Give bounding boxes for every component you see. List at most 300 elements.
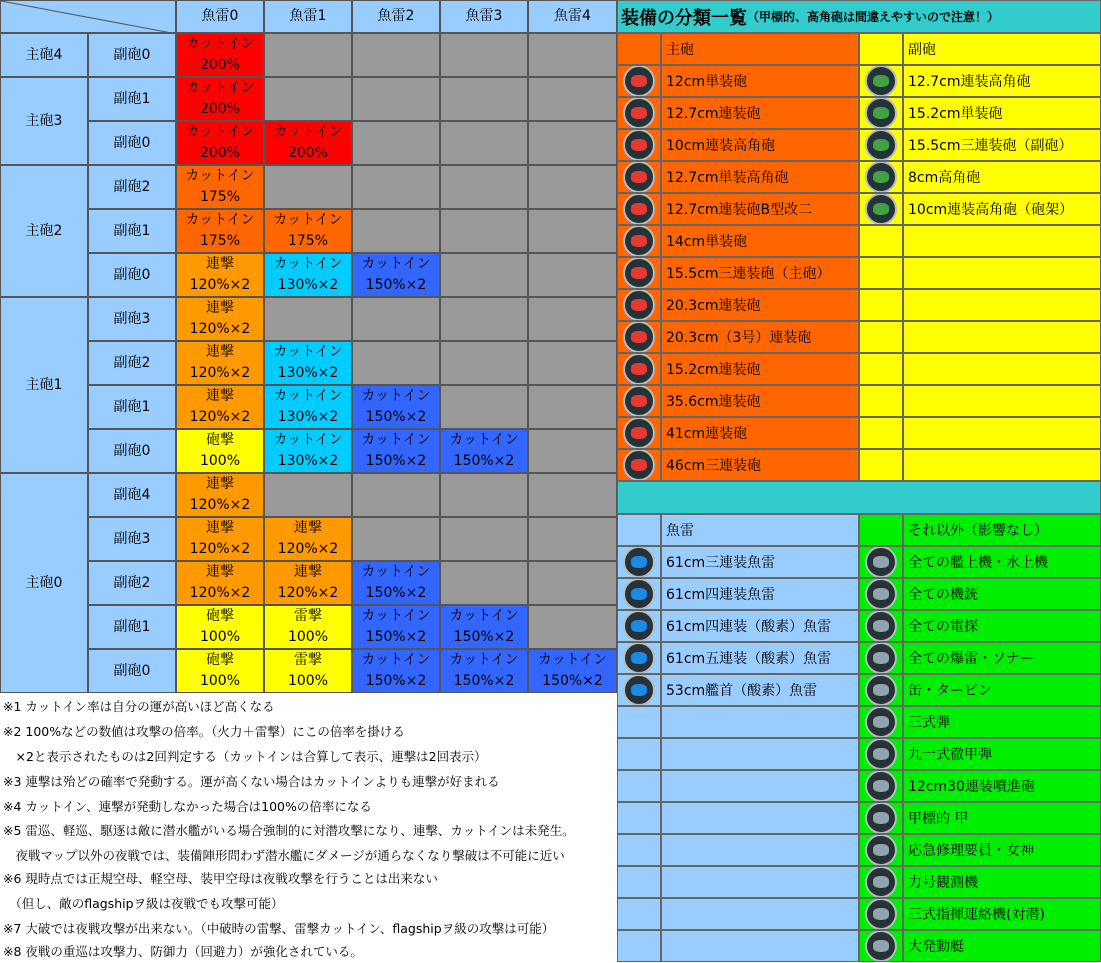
- attack-multiplier: 120%×2: [189, 585, 251, 601]
- empty-cell: [440, 209, 528, 253]
- empty-cell: [528, 385, 617, 429]
- main-gun-item-label: 10cm連装高角砲: [661, 129, 859, 161]
- attack-type: 雷撃: [294, 608, 322, 624]
- note-line: ※6 現時点では正規空母、軽空母、装甲空母は夜戦攻撃を行うことは出来ない: [3, 871, 438, 886]
- other-item-label: 力号観測機: [903, 866, 1101, 898]
- other-equipment-icon: [865, 706, 897, 738]
- attack-type: カットイン: [185, 212, 255, 228]
- other-item-icon-cell: [859, 930, 903, 962]
- attack-cell: [176, 561, 264, 605]
- torpedo-equipment-icon: [623, 674, 655, 706]
- main-gun-label: 主砲4: [0, 33, 88, 77]
- note-line: ×2と表示されたものは2回判定する（カットインは合算して表示、連撃は2回表示）: [3, 749, 487, 764]
- note-line: ※4 カットイン、連撃が発動しなかった場合は100%の倍率になる: [3, 799, 372, 814]
- torpedo-item-label: 53cm艦首（酸素）魚雷: [661, 674, 859, 706]
- torpedo-item-icon-cell: [617, 610, 661, 642]
- other-item-icon-cell: [859, 738, 903, 770]
- other-item-label: 全ての爆雷・ソナー: [903, 642, 1101, 674]
- sub-gun-item-icon-cell: [859, 129, 903, 161]
- main-gun-item-icon-cell: [617, 385, 661, 417]
- attack-multiplier: 100%: [199, 453, 241, 469]
- attack-multiplier: 120%×2: [189, 277, 251, 293]
- attack-multiplier: 175%: [287, 233, 329, 249]
- main-gun-item-icon-cell: [617, 193, 661, 225]
- main-gun-equipment-icon: [623, 289, 655, 321]
- note-line: ※1 カットイン率は自分の運が高いほど高くなる: [3, 699, 275, 714]
- sub-gun-label: 副砲0: [88, 121, 176, 165]
- main-gun-item-icon-cell: [617, 321, 661, 353]
- attack-cell: [176, 429, 264, 473]
- other-item-icon-cell: [859, 866, 903, 898]
- main-gun-item-label: 14cm単装砲: [661, 225, 859, 257]
- attack-cell: [264, 605, 352, 649]
- main-gun-equipment-icon: [623, 257, 655, 289]
- empty-cell: [903, 257, 1101, 289]
- empty-cell: [859, 321, 903, 353]
- empty-cell: [903, 321, 1101, 353]
- attack-multiplier: 200%: [199, 101, 241, 117]
- sub-gun-label: 副砲0: [88, 429, 176, 473]
- attack-multiplier: 150%×2: [365, 585, 427, 601]
- other-item-icon-cell: [859, 834, 903, 866]
- empty-cell: [528, 473, 617, 517]
- attack-cell: [352, 605, 440, 649]
- other-item-label: 12cm30連装噴進砲: [903, 770, 1101, 802]
- attack-type: カットイン: [273, 432, 343, 448]
- attack-multiplier: 120%×2: [189, 497, 251, 513]
- attack-type: カットイン: [361, 608, 431, 624]
- attack-multiplier: 130%×2: [277, 277, 339, 293]
- attack-type: カットイン: [273, 344, 343, 360]
- sub-gun-item-label: 10cm連装高角砲（砲架）: [903, 193, 1101, 225]
- other-item-label: 全ての機銃: [903, 578, 1101, 610]
- other-item-icon-cell: [859, 578, 903, 610]
- attack-type: カットイン: [449, 608, 519, 624]
- other-equipment-icon: [865, 898, 897, 930]
- main-gun-header: 主砲: [661, 33, 859, 65]
- other-equipment-icon: [865, 642, 897, 674]
- main-gun-item-label: 20.3cm連装砲: [661, 289, 859, 321]
- sub-gun-label: 副砲1: [88, 209, 176, 253]
- main-gun-equipment-icon: [623, 161, 655, 193]
- attack-type: カットイン: [273, 256, 343, 272]
- other-equipment-icon: [865, 578, 897, 610]
- attack-cell: [176, 121, 264, 165]
- sub-gun-item-icon-cell: [859, 193, 903, 225]
- sub-gun-label: 副砲0: [88, 253, 176, 297]
- corner-cell: [0, 0, 176, 33]
- attack-cell: [264, 209, 352, 253]
- attack-type: カットイン: [185, 124, 255, 140]
- main-gun-label: 主砲3: [0, 77, 88, 165]
- attack-type: カットイン: [273, 388, 343, 404]
- empty-cell: [903, 225, 1101, 257]
- other-item-icon-cell: [859, 706, 903, 738]
- empty-cell: [617, 706, 661, 738]
- attack-type: 砲撃: [206, 432, 234, 448]
- main-gun-equipment-icon: [623, 321, 655, 353]
- empty-cell: [528, 605, 617, 649]
- empty-cell: [859, 353, 903, 385]
- other-item-icon-cell: [859, 546, 903, 578]
- note-line: ※2 100%などの数値は攻撃の倍率。（火力＋雷撃）にこの倍率を掛ける: [3, 724, 405, 739]
- attack-multiplier: 175%: [199, 189, 241, 205]
- empty-cell: [661, 930, 859, 962]
- main-gun-equipment-icon: [623, 193, 655, 225]
- attack-type: カットイン: [273, 124, 343, 140]
- main-gun-item-icon-cell: [617, 417, 661, 449]
- empty-cell: [617, 930, 661, 962]
- empty-cell: [352, 517, 440, 561]
- torpedo-item-icon-cell: [617, 642, 661, 674]
- attack-multiplier: 150%×2: [365, 629, 427, 645]
- attack-cell: [352, 385, 440, 429]
- empty-cell: [440, 33, 528, 77]
- empty-cell: [617, 866, 661, 898]
- main-gun-item-label: 20.3cm（3号）連装砲: [661, 321, 859, 353]
- empty-cell: [661, 706, 859, 738]
- torpedo-item-label: 61cm三連装魚雷: [661, 546, 859, 578]
- torpedo-header: 魚雷1: [264, 0, 352, 33]
- attack-cell: [440, 649, 528, 693]
- attack-multiplier: 130%×2: [277, 409, 339, 425]
- empty-cell: [352, 77, 440, 121]
- torpedo-equipment-icon: [623, 610, 655, 642]
- empty-cell: [440, 561, 528, 605]
- note-line: ※7 大破では夜戦攻撃が出来ない。（中破時の雷撃、雷撃カットイン、flagshipヲ級の攻撃は可能）: [3, 921, 555, 936]
- sub-gun-equipment-icon: [865, 129, 897, 161]
- empty-cell: [903, 289, 1101, 321]
- other-header: それ以外（影響なし）: [903, 514, 1101, 546]
- attack-type: カットイン: [537, 652, 608, 668]
- torpedo-equipment-icon: [623, 578, 655, 610]
- main-gun-item-icon-cell: [617, 289, 661, 321]
- attack-multiplier: 150%×2: [453, 673, 515, 689]
- empty-cell: [617, 802, 661, 834]
- sub-gun-label: 副砲0: [88, 649, 176, 693]
- separator-bar: [617, 481, 1101, 514]
- empty-cell: [440, 121, 528, 165]
- empty-cell: [352, 33, 440, 77]
- attack-type: 連撃: [206, 300, 234, 316]
- attack-multiplier: 120%×2: [277, 541, 339, 557]
- attack-cell: [176, 165, 264, 209]
- other-item-icon-cell: [859, 770, 903, 802]
- attack-type: 連撃: [206, 564, 234, 580]
- empty-cell: [440, 385, 528, 429]
- torpedo-item-label: 61cm五連装（酸素）魚雷: [661, 642, 859, 674]
- sub-gun-label: 副砲2: [88, 165, 176, 209]
- other-item-label: 三式指揮連絡機(対潜): [903, 898, 1101, 930]
- sub-gun-item-icon-cell: [859, 65, 903, 97]
- attack-type: 連撃: [206, 476, 234, 492]
- empty-cell: [903, 449, 1101, 481]
- classification-title-bar: [617, 0, 1101, 33]
- attack-cell: [264, 649, 352, 693]
- torpedo-item-label: 61cm四連装（酸素）魚雷: [661, 610, 859, 642]
- sub-gun-label: 副砲2: [88, 561, 176, 605]
- attack-cell: [176, 341, 264, 385]
- other-equipment-icon: [865, 834, 897, 866]
- other-item-label: 三式弾: [903, 706, 1101, 738]
- attack-multiplier: 130%×2: [277, 365, 339, 381]
- other-item-label: 全ての電探: [903, 610, 1101, 642]
- empty-cell: [440, 165, 528, 209]
- empty-cell: [617, 898, 661, 930]
- sub-gun-item-label: 8cm高角砲: [903, 161, 1101, 193]
- main-gun-item-label: 15.2cm連装砲: [661, 353, 859, 385]
- sub-gun-item-label: 15.2cm単装砲: [903, 97, 1101, 129]
- sub-gun-label: 副砲3: [88, 517, 176, 561]
- main-gun-item-label: 15.5cm三連装砲（主砲）: [661, 257, 859, 289]
- main-gun-item-label: 12.7cm連装砲B型改二: [661, 193, 859, 225]
- empty-cell: [440, 517, 528, 561]
- sub-gun-label: 副砲1: [88, 77, 176, 121]
- attack-multiplier: 120%×2: [189, 365, 251, 381]
- attack-multiplier: 150%×2: [365, 453, 427, 469]
- other-item-label: 大発動艇: [903, 930, 1101, 962]
- other-item-icon-cell: [859, 898, 903, 930]
- attack-multiplier: 100%: [287, 629, 329, 645]
- attack-type: カットイン: [449, 432, 519, 448]
- other-item-label: 甲標的 甲: [903, 802, 1101, 834]
- main-gun-item-label: 12.7cm連装砲: [661, 97, 859, 129]
- other-equipment-icon: [865, 770, 897, 802]
- main-gun-item-label: 41cm連装砲: [661, 417, 859, 449]
- empty-cell: [859, 449, 903, 481]
- sub-gun-label: 副砲1: [88, 385, 176, 429]
- main-gun-item-icon-cell: [617, 449, 661, 481]
- empty-cell: [903, 385, 1101, 417]
- empty-cell: [661, 770, 859, 802]
- attack-type: 連撃: [206, 388, 234, 404]
- sub-gun-item-label: 15.5cm三連装砲（副砲）: [903, 129, 1101, 161]
- torpedo-header: 魚雷2: [352, 0, 440, 33]
- attack-cell: [264, 121, 352, 165]
- sub-gun-equipment-icon: [865, 97, 897, 129]
- torpedo-item-label: 61cm四連装魚雷: [661, 578, 859, 610]
- attack-multiplier: 100%: [199, 673, 241, 689]
- main-gun-equipment-icon: [623, 353, 655, 385]
- other-equipment-icon: [865, 802, 897, 834]
- empty-cell: [352, 341, 440, 385]
- attack-multiplier: 150%×2: [453, 629, 515, 645]
- attack-cell: [264, 385, 352, 429]
- attack-multiplier: 120%×2: [189, 321, 251, 337]
- torpedo-equipment-icon: [623, 642, 655, 674]
- attack-multiplier: 150%×2: [542, 673, 603, 689]
- attack-type: カットイン: [185, 36, 255, 52]
- empty-cell: [528, 297, 617, 341]
- sub-gun-header-icon-cell: [859, 33, 903, 65]
- attack-type: 砲撃: [206, 608, 234, 624]
- attack-cell: [176, 473, 264, 517]
- empty-cell: [528, 33, 617, 77]
- other-header-icon-cell: [859, 514, 903, 546]
- attack-type: カットイン: [361, 432, 431, 448]
- attack-cell: [176, 385, 264, 429]
- attack-type: 連撃: [206, 256, 234, 272]
- attack-type: 連撃: [294, 564, 322, 580]
- empty-cell: [528, 561, 617, 605]
- empty-cell: [528, 165, 617, 209]
- attack-cell: [440, 429, 528, 473]
- attack-multiplier: 150%×2: [365, 673, 427, 689]
- attack-cell: [176, 33, 264, 77]
- classification-subtitle: （甲標的、高角砲は間違えやすいので注意！）: [747, 10, 1000, 24]
- equipment-classification: [617, 0, 1101, 963]
- sub-gun-header: 副砲: [903, 33, 1101, 65]
- empty-cell: [264, 33, 352, 77]
- other-item-label: 全ての艦上機・水上機: [903, 546, 1101, 578]
- note-line: ※3 連撃は殆どの確率で発動する。運が高くない場合はカットインよりも連撃が好まれる: [3, 774, 500, 789]
- empty-cell: [903, 417, 1101, 449]
- empty-cell: [528, 253, 617, 297]
- main-gun-label: 主砲0: [0, 473, 88, 693]
- attack-cell: [176, 77, 264, 121]
- attack-cell: [352, 253, 440, 297]
- attack-multiplier: 120%×2: [189, 409, 251, 425]
- empty-cell: [352, 121, 440, 165]
- empty-cell: [617, 834, 661, 866]
- classification-title: 装備の分類一覧: [621, 7, 747, 29]
- attack-multiplier: 175%: [199, 233, 241, 249]
- empty-cell: [440, 77, 528, 121]
- attack-cell: [176, 649, 264, 693]
- other-item-icon-cell: [859, 610, 903, 642]
- main-gun-item-label: 46cm三連装砲: [661, 449, 859, 481]
- attack-type: 砲撃: [206, 652, 234, 668]
- main-gun-item-icon-cell: [617, 257, 661, 289]
- other-equipment-icon: [865, 738, 897, 770]
- empty-cell: [440, 473, 528, 517]
- attack-cell: [176, 517, 264, 561]
- attack-multiplier: 120%×2: [277, 585, 339, 601]
- attack-type: カットイン: [361, 256, 431, 272]
- empty-cell: [352, 297, 440, 341]
- note-line: ※5 雷巡、軽巡、駆逐は敵に潜水艦がいる場合強制的に対潜攻撃になり、連撃、カットインは未発生。: [3, 823, 575, 838]
- attack-multiplier: 150%×2: [453, 453, 515, 469]
- other-item-icon-cell: [859, 802, 903, 834]
- attack-multiplier: 100%: [199, 629, 241, 645]
- attack-multiplier: 120%×2: [189, 541, 251, 557]
- main-gun-item-icon-cell: [617, 161, 661, 193]
- other-equipment-icon: [865, 930, 897, 962]
- torpedo-header: 魚雷4: [528, 0, 617, 33]
- attack-cell: [528, 649, 617, 693]
- attack-type: 連撃: [294, 520, 322, 536]
- attack-cell: [176, 605, 264, 649]
- attack-type: カットイン: [185, 168, 255, 184]
- torpedo-header: 魚雷0: [176, 0, 264, 33]
- attack-cell: [264, 517, 352, 561]
- sub-gun-label: 副砲3: [88, 297, 176, 341]
- attack-cell: [352, 429, 440, 473]
- empty-cell: [528, 429, 617, 473]
- empty-cell: [859, 417, 903, 449]
- attack-type: 連撃: [206, 520, 234, 536]
- note-line: （但し、敵のflagshipヲ級は夜戦でも攻撃可能）: [3, 896, 284, 911]
- other-equipment-icon: [865, 546, 897, 578]
- attack-type: カットイン: [361, 652, 431, 668]
- sub-gun-equipment-icon: [865, 193, 897, 225]
- sub-gun-label: 副砲4: [88, 473, 176, 517]
- sub-gun-label: 副砲1: [88, 605, 176, 649]
- main-gun-equipment-icon: [623, 225, 655, 257]
- other-item-label: 九一式徹甲弾: [903, 738, 1101, 770]
- main-gun-equipment-icon: [623, 97, 655, 129]
- main-gun-item-icon-cell: [617, 129, 661, 161]
- other-equipment-icon: [865, 866, 897, 898]
- empty-cell: [440, 253, 528, 297]
- main-gun-equipment-icon: [623, 129, 655, 161]
- attack-cell: [176, 253, 264, 297]
- attack-type: カットイン: [361, 388, 431, 404]
- attack-cell: [352, 649, 440, 693]
- other-item-icon-cell: [859, 674, 903, 706]
- sub-gun-equipment-icon: [865, 161, 897, 193]
- main-gun-item-icon-cell: [617, 65, 661, 97]
- attack-cell: [264, 429, 352, 473]
- empty-cell: [352, 473, 440, 517]
- sub-gun-label: 副砲2: [88, 341, 176, 385]
- empty-cell: [617, 770, 661, 802]
- attack-type: 連撃: [206, 344, 234, 360]
- torpedo-item-icon-cell: [617, 674, 661, 706]
- empty-cell: [264, 165, 352, 209]
- empty-cell: [264, 77, 352, 121]
- empty-cell: [661, 834, 859, 866]
- main-gun-equipment-icon: [623, 417, 655, 449]
- notes-section: [0, 693, 617, 963]
- attack-multiplier: 200%: [199, 145, 241, 161]
- empty-cell: [528, 341, 617, 385]
- empty-cell: [440, 341, 528, 385]
- empty-cell: [661, 802, 859, 834]
- main-gun-equipment-icon: [623, 65, 655, 97]
- main-gun-header-icon-cell: [617, 33, 661, 65]
- attack-cell: [264, 341, 352, 385]
- torpedo-header: 魚雷3: [440, 0, 528, 33]
- attack-multiplier: 150%×2: [365, 409, 427, 425]
- empty-cell: [903, 353, 1101, 385]
- empty-cell: [264, 473, 352, 517]
- empty-cell: [859, 385, 903, 417]
- torpedo-header-icon-cell: [617, 514, 661, 546]
- attack-type: カットイン: [361, 564, 431, 580]
- main-gun-item-label: 35.6cm連装砲: [661, 385, 859, 417]
- main-gun-item-icon-cell: [617, 225, 661, 257]
- attack-type: 雷撃: [294, 652, 322, 668]
- attack-multiplier: 130%×2: [277, 453, 339, 469]
- attack-type: カットイン: [273, 212, 343, 228]
- empty-cell: [661, 738, 859, 770]
- empty-cell: [859, 257, 903, 289]
- empty-cell: [661, 866, 859, 898]
- empty-cell: [264, 297, 352, 341]
- sub-gun-label: 副砲0: [88, 33, 176, 77]
- sub-gun-item-label: 12.7cm連装高角砲: [903, 65, 1101, 97]
- attack-cell: [176, 209, 264, 253]
- attack-cell: [176, 297, 264, 341]
- torpedo-header: 魚雷: [661, 514, 859, 546]
- empty-cell: [352, 209, 440, 253]
- other-item-label: 応急修理要員・女神: [903, 834, 1101, 866]
- note-line: 夜戦マップ以外の夜戦では、装備陣形問わず潜水艦にダメージが通らなくなり撃破は不可能に近い: [3, 848, 565, 863]
- main-gun-item-icon-cell: [617, 353, 661, 385]
- attack-cell: [440, 605, 528, 649]
- torpedo-item-icon-cell: [617, 546, 661, 578]
